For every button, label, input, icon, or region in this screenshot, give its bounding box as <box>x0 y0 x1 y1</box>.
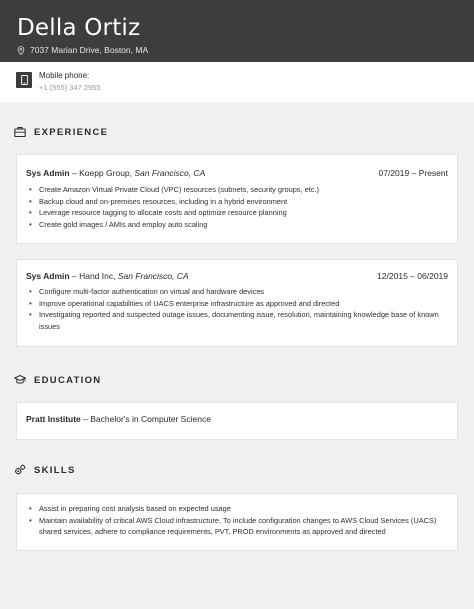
job-1-company: Koepp Group, <box>79 168 135 178</box>
mobile-phone-icon <box>21 75 28 85</box>
experience-heading <box>14 126 108 138</box>
contact-strip <box>0 62 474 102</box>
job-1-bullet: • Backup cloud and on-premises resources, including in a hybrid environment <box>26 196 445 208</box>
address-line <box>17 45 148 55</box>
job-2-bullets <box>26 286 445 332</box>
education-title: EDUCATION <box>34 374 102 386</box>
job-1-header <box>26 168 448 178</box>
job-1-bullet: • Leverage resource tagging to allocate costs and optimize resource planning <box>26 207 445 219</box>
phone-icon-box <box>16 72 32 88</box>
job-1-sep: – <box>69 168 80 178</box>
job-2-role: Sys Admin <box>26 271 70 281</box>
skill-bullet: • Assist in preparing cost analysis based on expected usage <box>26 503 445 515</box>
job-1-bullet: • Create gold images / AMIs and employ auto scaling <box>26 219 445 231</box>
job-card-2 <box>16 259 458 347</box>
education-card <box>16 402 458 440</box>
skills-bullets <box>26 503 445 538</box>
experience-title: EXPERIENCE <box>34 126 109 138</box>
candidate-name: Della Ortiz <box>17 15 141 41</box>
education-sep: – <box>80 414 91 424</box>
briefcase-icon <box>14 126 26 138</box>
job-card-1 <box>16 154 458 244</box>
job-2-sep: – <box>69 271 80 281</box>
skills-card <box>16 493 458 551</box>
skills-heading <box>14 464 76 476</box>
education-degree: Bachelor's in Computer Science <box>90 414 211 424</box>
location-pin-icon <box>17 46 25 55</box>
job-2-bullet: • Investigating reported and suspected outage issues, documenting issue, resolution, maintaining knowledge base of known issues <box>26 309 445 332</box>
job-2-dates: 12/2015 – 06/2019 <box>377 271 448 281</box>
job-2-bullet: • Configure multi-factor authentication on virtual and hardware devices <box>26 286 445 298</box>
job-1-bullets <box>26 184 445 230</box>
job-2-bullet: • Improve operational capabilities of UACS enterprise infrastructure as approved and directed <box>26 298 445 310</box>
job-2-company: Hand Inc, <box>79 271 118 281</box>
job-1-dates: 07/2019 – Present <box>378 168 448 178</box>
education-heading <box>14 374 101 386</box>
gears-icon <box>14 464 26 476</box>
job-2-location: San Francisco, CA <box>117 271 189 281</box>
job-1-bullet: • Create Amazon Virtual Private Cloud (VPC) resources (subnets, security groups, etc.) <box>26 184 445 196</box>
skill-bullet: • Maintain availability of critical AWS Cloud infrastructure. To include configuration changes to AWS Cloud Services (UACS) shared services, adhere to compliance requirements, PVT, PROD environments as approved and directed <box>26 515 445 538</box>
education-school: Pratt Institute <box>26 414 81 424</box>
skills-title: SKILLS <box>34 464 76 476</box>
job-1-location: San Francisco, CA <box>134 168 206 178</box>
job-1-role: Sys Admin <box>26 168 70 178</box>
education-entry <box>26 414 211 424</box>
graduation-cap-icon <box>14 374 26 386</box>
resume-header <box>0 0 474 62</box>
phone-label: Mobile phone: <box>39 71 90 80</box>
job-2-header <box>26 271 448 281</box>
address-text: 7037 Marian Drive, Boston, MA <box>30 45 149 55</box>
phone-number[interactable]: +1 (555) 347 2955 <box>39 83 101 92</box>
